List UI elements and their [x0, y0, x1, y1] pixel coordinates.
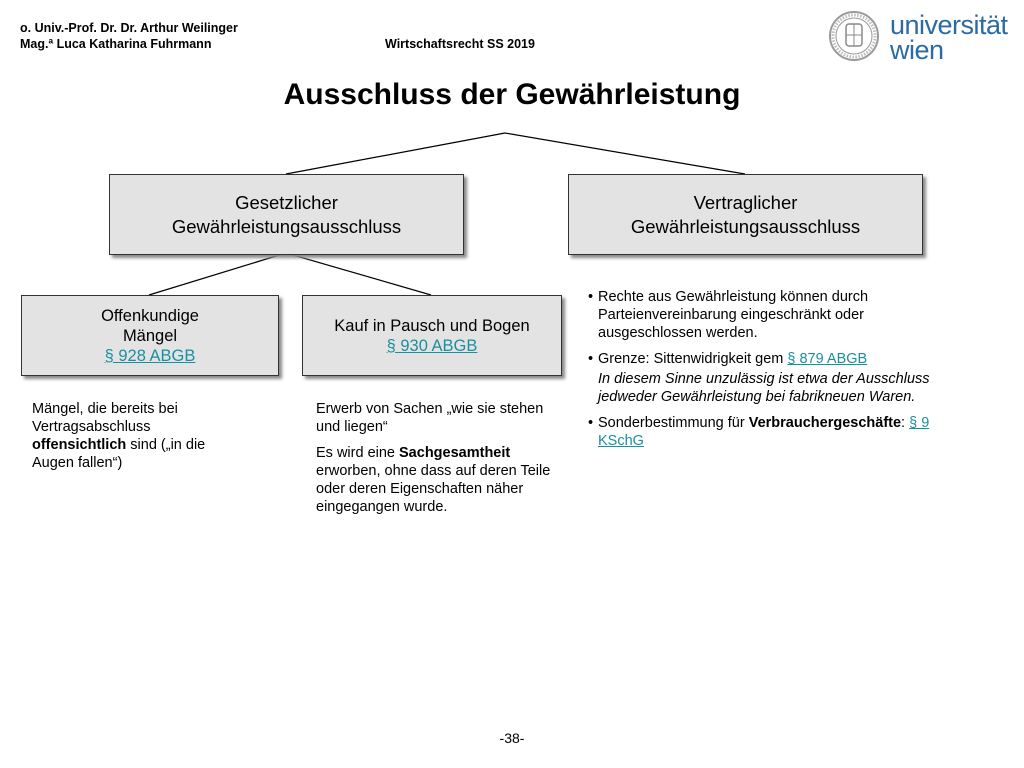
kauf-description	[316, 400, 556, 524]
link-879-abgb[interactable]: § 879 ABGB	[787, 351, 868, 367]
kauf-desc2-part1: Es wird eine	[316, 445, 400, 461]
vertraglich-bullet-list	[588, 288, 948, 450]
bullet-parteienvereinbarung: • Rechte aus Gewährleistung können durch Parteienvereinbarung eingeschränkt oder ausgeschlossen werden.	[588, 288, 948, 342]
bullet-sonderbestimmung-bold: Verbrauchergeschäfte	[748, 415, 902, 431]
kauf-desc2	[316, 444, 556, 516]
connector-left-kauf	[286, 253, 431, 295]
box-kauf-in-pausch-und-bogen	[302, 295, 562, 376]
box-gesetzlicher-gewaehrleistungsausschluss	[109, 174, 464, 255]
bullet-grenze-sittenwidrigkeit	[588, 350, 948, 406]
logo-word-wien: wien	[890, 35, 944, 65]
offenkundig-desc-part1: Mängel, die bereits bei Vertragsabschluss	[32, 401, 178, 435]
offenkundig-description	[32, 400, 232, 480]
header-author-line2: Mag.ª Luca Katharina Fuhrmann	[20, 37, 212, 51]
bullet-sonderbestimmung-text: Sonderbestimmung für	[598, 415, 749, 431]
box-vertraglich-line2: Gewährleistungsausschluss	[630, 215, 861, 237]
connector-root-left	[286, 133, 505, 174]
box-vertraglicher-gewaehrleistungsausschluss	[568, 174, 923, 255]
connector-left-offenkundig	[149, 253, 286, 295]
connector-root-right	[505, 133, 745, 174]
box-offenkundige-maengel	[21, 295, 279, 376]
kauf-desc2-part2: erworben, ohne dass auf deren Teile oder deren Eigenschaften näher eingegangen wurde.	[316, 463, 551, 515]
offenkundig-desc-part2: sind („in die Augen fallen“)	[32, 437, 206, 471]
box-offenkundig-line2: Mängel	[122, 326, 178, 345]
link-9-kschg[interactable]: § 9 KSchG	[598, 415, 930, 449]
box-gesetzlich-line1: Gesetzlicher	[235, 191, 338, 213]
link-928-abgb[interactable]: § 928 ABGB	[104, 346, 196, 365]
header-course: Wirtschaftsrecht SS 2019	[385, 37, 535, 51]
box-gesetzlich-line2: Gewährleistungsausschluss	[171, 215, 402, 237]
bullet-grenze-italic-note: In diesem Sinne unzulässig ist etwa der Ausschluss jedweder Gewährleistung bei fabrikneuen Waren.	[598, 371, 930, 405]
bullet-sonderbestimmung	[588, 414, 948, 450]
bullet-grenze-text: Grenze: Sittenwidrigkeit gem	[598, 351, 788, 367]
link-930-abgb[interactable]: § 930 ABGB	[386, 336, 478, 355]
box-offenkundig-line1: Offenkundige	[101, 306, 199, 325]
bullet-sonderbestimmung-sep: :	[901, 415, 910, 431]
box-vertraglich-line1: Vertraglicher	[693, 191, 798, 213]
kauf-desc1: Erwerb von Sachen „wie sie stehen und liegen“	[316, 401, 544, 435]
offenkundig-desc-bold: offensichtlich	[32, 437, 127, 453]
logo-word-universitaet: universität	[890, 10, 1008, 40]
offenkundig-desc-paragraph	[32, 400, 232, 472]
header-author-line1: o. Univ.-Prof. Dr. Dr. Arthur Weilinger	[20, 21, 238, 35]
page-number: -38-	[499, 730, 525, 746]
vertraglich-bullets	[588, 288, 948, 458]
box-kauf-line1: Kauf in Pausch und Bogen	[334, 316, 530, 335]
page-title: Ausschluss der Gewährleistung	[283, 78, 741, 111]
kauf-desc2-bold: Sachgesamtheit	[399, 445, 511, 461]
